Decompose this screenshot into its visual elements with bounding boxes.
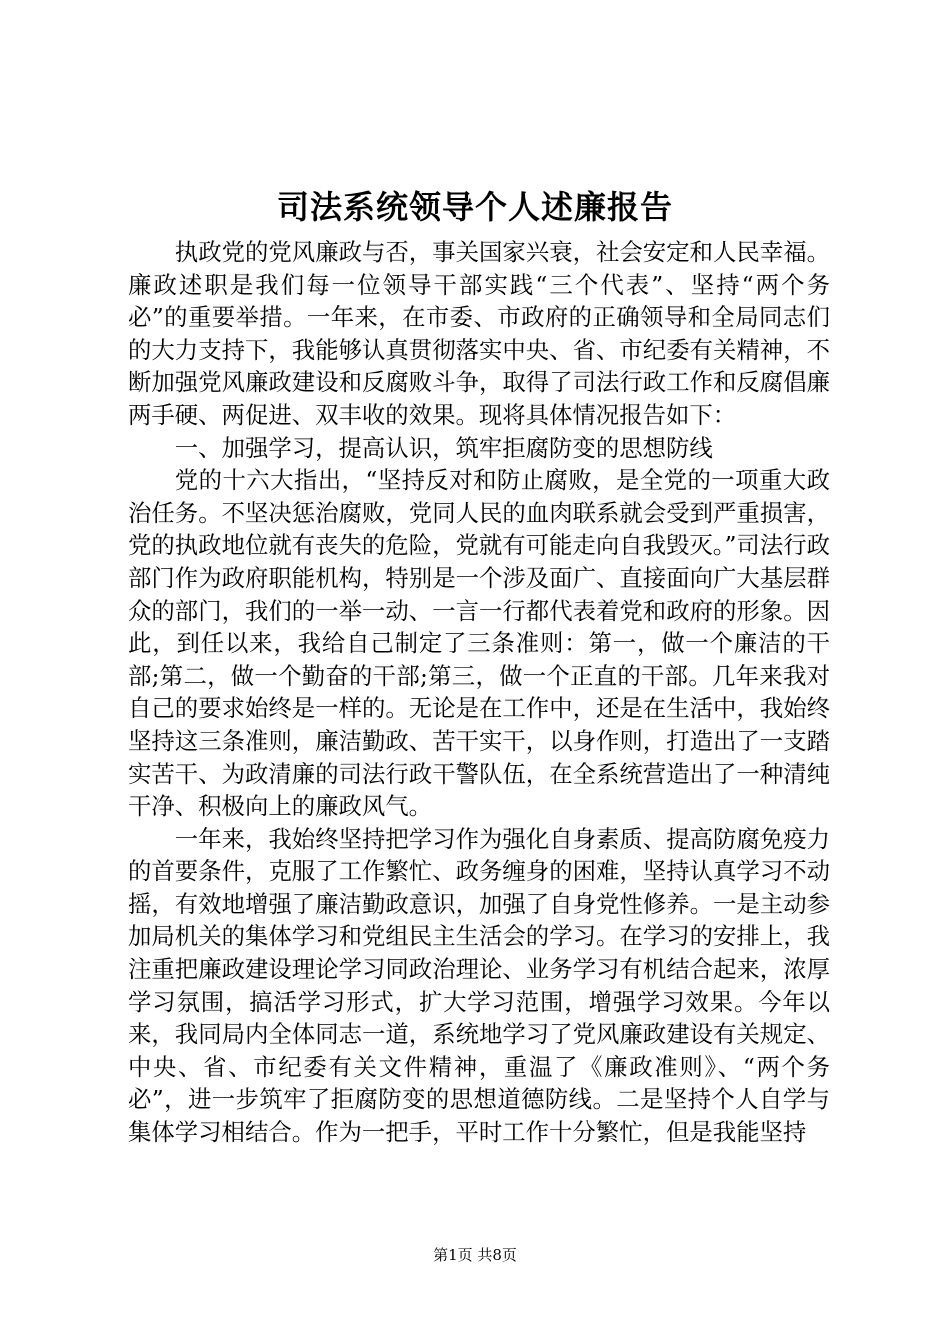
paragraph-intro: 执政党的党风廉政与否，事关国家兴衰，社会安定和人民幸福。廉政述职是我们每一位领导干部实践“三个代表”、坚持“两个务必”的重要举措。一年来，在市委、市政府的正确领导和全局同志们的大力支持下，我能够认真贯彻落实中央、省、市纪委有关精神，不断加强党风廉政建设和反腐败斗争，取得了司法行政工作和反腐倡廉两手硬、两促进、双丰收的效果。现将具体情况报告如下： [128, 238, 830, 429]
page-footer: 第1页 共8页 [433, 1246, 517, 1264]
paragraph-3: 一年来，我始终坚持把学习作为强化自身素质、提高防腐免疫力的首要条件，克服了工作繁忙、政务缠身的困难，坚持认真学习不动摇，有效地增强了廉洁勤政意识，加强了自身党性修养。一是主动参加局机关的集体学习和党组民主生活会的学习。在学习的安排上，我注重把廉政建设理论学习同政治理论、业务学习有机结合起来，浓厚学习氛围，搞活学习形式，扩大学习范围，增强学习效果。今年以来，我同局内全体同志一道，系统地学习了党风廉政建设有关规定、中央、省、市纪委有关文件精神，重温了《廉政准则》、“两个务必”，进一步筑牢了拒腐防变的思想道德防线。二是坚持个人自学与集体学习相结合。作为一把手，平时工作十分繁忙，但是我能坚持 [128, 824, 830, 1147]
document-title: 司法系统领导个人述廉报告 [276, 188, 673, 226]
document-body [128, 236, 830, 1149]
paragraph-2: 党的十六大指出，“坚持反对和防止腐败，是全党的一项重大政治任务。不坚决惩治腐败，党同人民的血肉联系就会受到严重损害，党的执政地位就有丧失的危险，党就有可能走向自我毁灭。”司法行政部门作为政府职能机构，特别是一个涉及面广、直接面向广大基层群众的部门，我们的一举一动、一言一行都代表着党和政府的形象。因此，到任以来，我给自己制定了三条准则：第一，做一个廉洁的干部;第二，做一个勤奋的干部;第三，做一个正直的干部。几年来我对自己的要求始终是一样的。无论是在工作中，还是在生活中，我始终坚持这三条准则，廉洁勤政、苦干实干，以身作则，打造出了一支踏实苦干、为政清廉的司法行政干警队伍，在全系统营造出了一种清纯干净、积极向上的廉政风气。 [128, 466, 830, 821]
section-heading-1: 一、加强学习，提高认识，筑牢拒腐防变的思想防线 [174, 433, 713, 462]
